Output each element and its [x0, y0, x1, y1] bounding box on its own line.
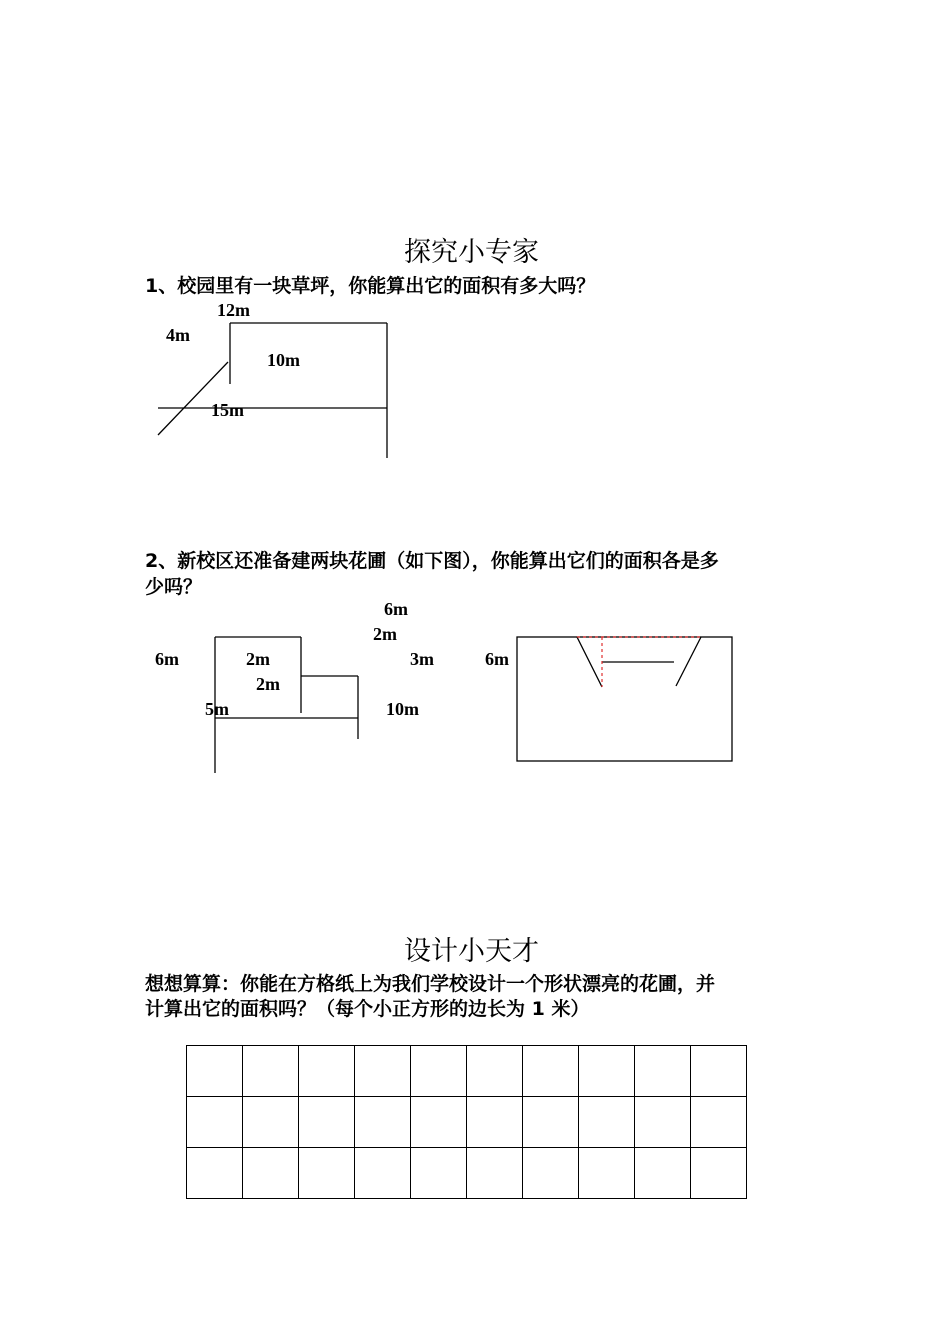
q2a-label-bottom-5m: 5m — [205, 699, 229, 719]
grid-cell — [467, 1148, 523, 1199]
question-1-text: 1、校园里有一块草坪，你能算出它的面积有多大吗？ — [145, 275, 596, 297]
question-2-text-line2: 少吗？ — [145, 576, 203, 598]
grid-cell — [355, 1097, 411, 1148]
grid-cell — [523, 1097, 579, 1148]
grid-cell — [187, 1148, 243, 1199]
grid-cell — [691, 1148, 747, 1199]
grid-row — [187, 1097, 747, 1148]
section-title-explore: 探究小专家 — [404, 237, 539, 268]
q2a-label-top-2m: 2m — [373, 624, 397, 644]
grid-cell — [299, 1148, 355, 1199]
square-grid-paper — [186, 1045, 747, 1199]
grid-cell — [579, 1097, 635, 1148]
question-2-text-line1: 2、新校区还准备建两块花圃（如下图），你能算出它们的面积各是多 — [145, 550, 719, 572]
grid-cell — [467, 1097, 523, 1148]
grid-cell — [523, 1046, 579, 1097]
design-text-line2: 计算出它的面积吗？（每个小正方形的边长为 1 米） — [145, 998, 590, 1020]
q2a-label-inner-2m-a: 2m — [246, 649, 270, 669]
grid-row — [187, 1148, 747, 1199]
q1-label-left: 4m — [166, 325, 190, 345]
grid-cell — [467, 1046, 523, 1097]
q1-label-bottom: 15m — [211, 400, 244, 420]
q2a-label-inner-2m-b: 2m — [256, 674, 280, 694]
grid-cell — [411, 1097, 467, 1148]
grid-cell — [635, 1046, 691, 1097]
grid-cell — [187, 1097, 243, 1148]
grid-cell — [411, 1046, 467, 1097]
section-title-design: 设计小天才 — [404, 936, 539, 967]
grid-cell — [635, 1097, 691, 1148]
q2b-label-left-6m: 6m — [485, 649, 509, 669]
grid-cell — [243, 1148, 299, 1199]
grid-cell — [411, 1148, 467, 1199]
design-text-line1: 想想算算：你能在方格纸上为我们学校设计一个形状漂亮的花圃，并 — [145, 973, 716, 995]
grid-row — [187, 1046, 747, 1097]
grid-cell — [579, 1046, 635, 1097]
grid-cell — [243, 1097, 299, 1148]
q2a-label-right-3m: 3m — [410, 649, 434, 669]
grid-cell — [691, 1046, 747, 1097]
grid-cell — [635, 1148, 691, 1199]
grid-cell — [355, 1148, 411, 1199]
q1-label-inner: 10m — [267, 350, 300, 370]
grid-cell — [523, 1148, 579, 1199]
grid-cell — [691, 1097, 747, 1148]
q2a-label-top-6m: 6m — [384, 599, 408, 619]
grid-cell — [579, 1148, 635, 1199]
grid-cell — [355, 1046, 411, 1097]
grid-cell — [187, 1046, 243, 1097]
grid-cell — [299, 1097, 355, 1148]
q2a-label-left-6m: 6m — [155, 649, 179, 669]
q2a-label-bottom-10m: 10m — [386, 699, 419, 719]
q1-label-top: 12m — [217, 300, 250, 320]
grid-cell — [243, 1046, 299, 1097]
grid-cell — [299, 1046, 355, 1097]
